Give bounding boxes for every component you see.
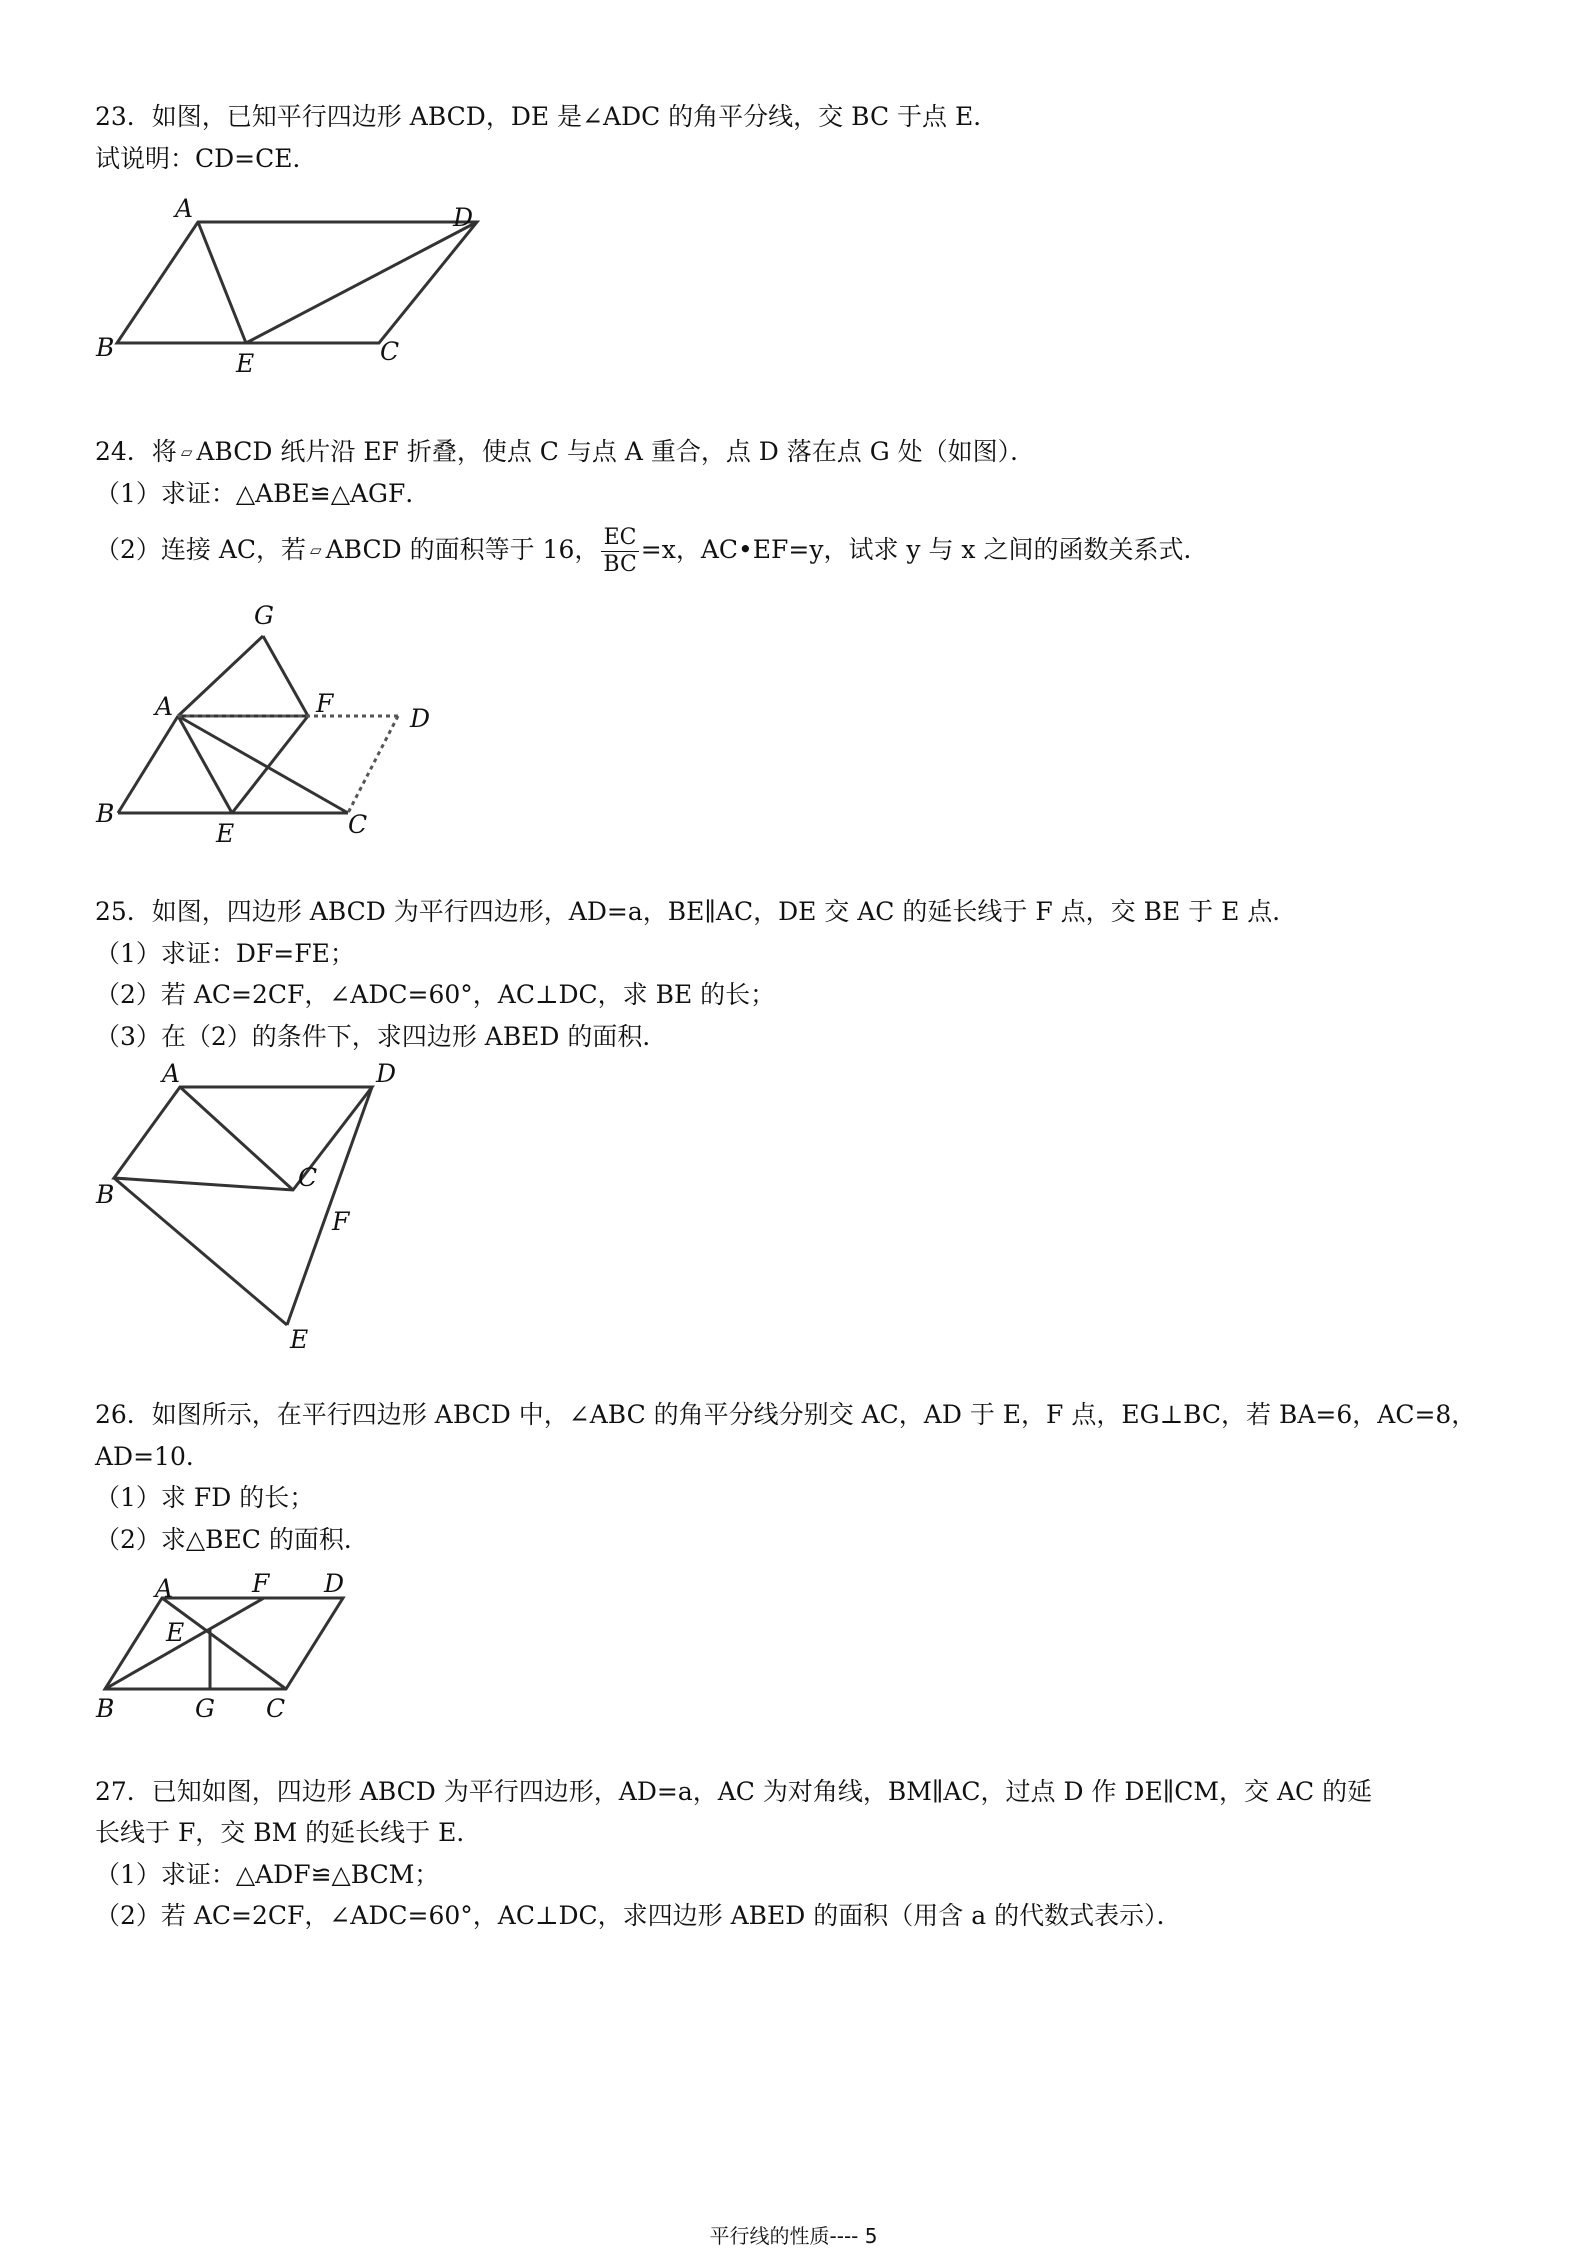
q25-label-E: E <box>290 1325 309 1354</box>
q26-label-C: C <box>266 1694 286 1723</box>
q26-line3: （1）求 FD 的长； <box>95 1483 315 1512</box>
q26-line2: AD=10． <box>95 1442 211 1471</box>
q24-line3-prefix: （2）连接 AC，若 <box>95 535 307 564</box>
q25-line2: （1）求证：DF=FE； <box>95 939 355 968</box>
q27-line1: 27．已知如图，四边形 ABCD 为平行四边形，AD=a，AC 为对角线，BM∥AC，过点 D 作 DE∥CM，交 AC 的延 <box>95 1777 1373 1806</box>
q25-line4: （3）在（2）的条件下，求四边形 ABED 的面积． <box>95 1022 668 1051</box>
q24-line3-suffix: =x，AC•EF=y，试求 y 与 x 之间的函数关系式． <box>640 535 1209 564</box>
q26-label-F: F <box>252 1569 270 1598</box>
q24-label-A: A <box>155 692 174 721</box>
parallelogram-symbol: ▱ <box>310 541 322 559</box>
q27-line3: （1）求证：△ADF≌△BCM； <box>95 1860 440 1889</box>
q25-label-F: F <box>332 1207 350 1236</box>
q26-label-D: D <box>324 1569 345 1598</box>
q24-line1-prefix: 24．将 <box>95 437 177 466</box>
q24-line3-mid: ABCD 的面积等于 16， <box>325 535 600 564</box>
q26-label-A: A <box>155 1574 174 1603</box>
q25-line3: （2）若 AC=2CF，∠ADC=60°，AC⊥DC，求 BE 的长； <box>95 980 776 1009</box>
q26-line4: （2）求△BEC 的面积． <box>95 1525 369 1554</box>
q24-label-G: G <box>254 601 274 630</box>
q23-line1: 23．如图，已知平行四边形 ABCD，DE 是∠ADC 的角平分线，交 BC 于点 E． <box>95 102 999 131</box>
q26-label-G: G <box>195 1694 215 1723</box>
q23-label-E: E <box>236 349 255 378</box>
q23-label-B: B <box>96 333 115 362</box>
q24-label-C: C <box>348 810 368 839</box>
page-footer: 平行线的性质---- 5 <box>709 2224 878 2248</box>
q24-label-D: D <box>410 704 431 733</box>
q25-label-B: B <box>96 1180 115 1209</box>
fraction-numerator: EC <box>601 525 638 552</box>
q25-label-D: D <box>376 1059 397 1088</box>
q23-label-A: A <box>175 194 194 223</box>
parallelogram-symbol: ▱ <box>180 443 193 461</box>
q24-label-F: F <box>316 689 334 718</box>
q24-label-E: E <box>216 819 235 848</box>
q23-label-C: C <box>380 337 400 366</box>
q27-line4: （2）若 AC=2CF，∠ADC=60°，AC⊥DC，求四边形 ABED 的面积（用含 a 的代数式表示）． <box>95 1901 1182 1930</box>
q25-label-A: A <box>162 1059 181 1088</box>
q27-line2: 长线于 F，交 BM 的延长线于 E． <box>95 1818 482 1847</box>
q25-label-C: C <box>298 1163 318 1192</box>
q26-label-B: B <box>96 1694 115 1723</box>
fraction-denominator: BC <box>603 552 637 577</box>
q23-line2: 试说明：CD=CE． <box>95 144 318 173</box>
q24-line1-suffix: ABCD 纸片沿 EF 折叠，使点 C 与点 A 重合，点 D 落在点 G 处（如图）． <box>196 437 1036 466</box>
q26-label-E: E <box>166 1618 185 1647</box>
q24-line2: （1）求证：△ABE≌△AGF． <box>95 479 431 508</box>
q24-label-B: B <box>96 799 115 828</box>
q23-label-D: D <box>453 203 474 232</box>
q25-line1: 25．如图，四边形 ABCD 为平行四边形，AD=a，BE∥AC，DE 交 AC 的延长线于 F 点，交 BE 于 E 点． <box>95 897 1298 926</box>
q26-line1: 26．如图所示，在平行四边形 ABCD 中，∠ABC 的角平分线分别交 AC，AD 于 E，F 点，EG⊥BC，若 BA=6，AC=8， <box>95 1400 1477 1429</box>
